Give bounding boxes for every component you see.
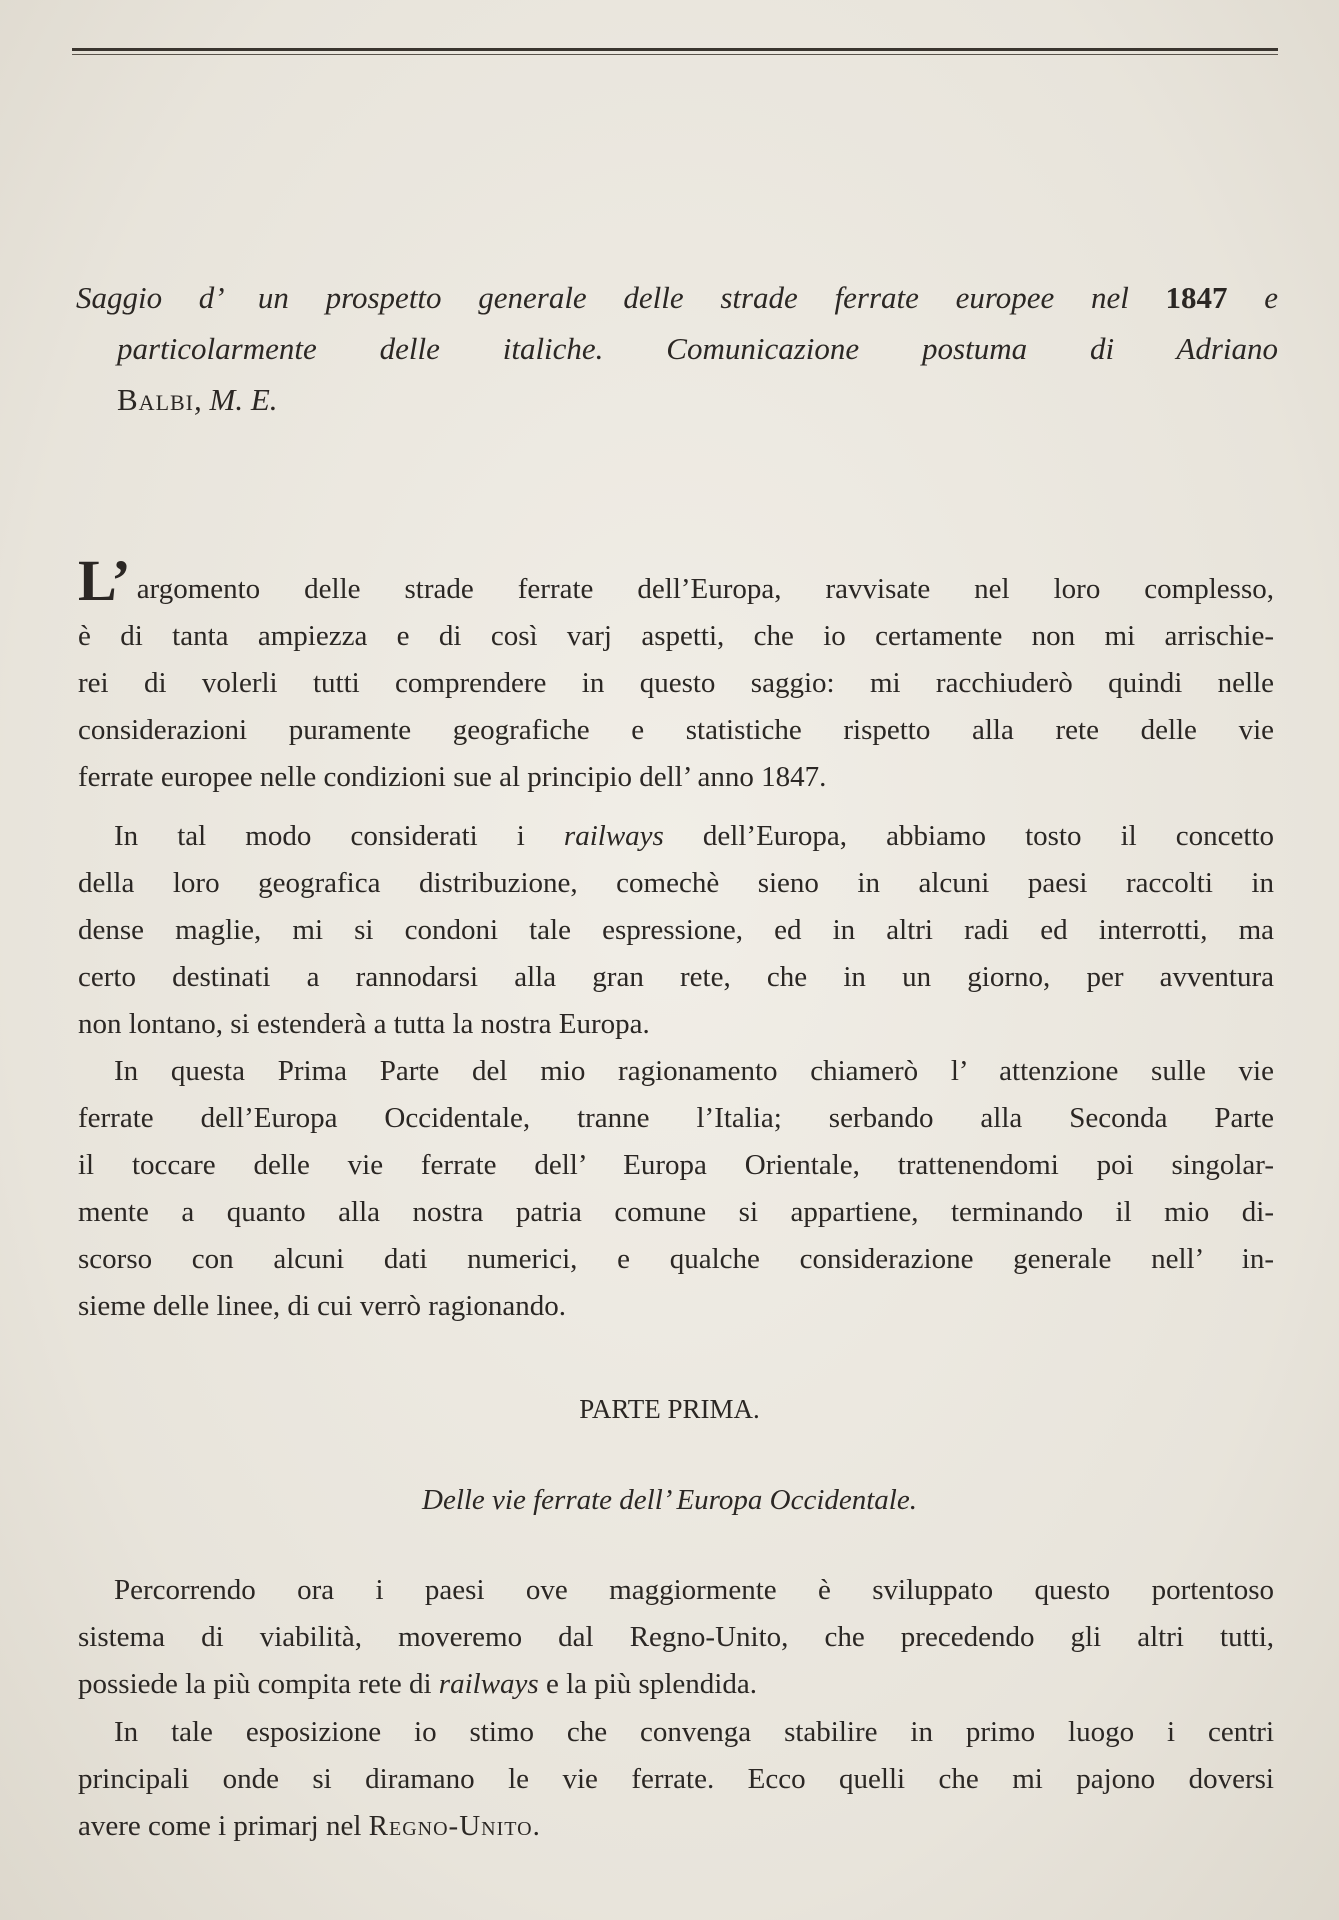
title-line-2: particolarmente delle italiche. Comunicazione postuma di Adriano (117, 331, 1278, 366)
section-subheading: Delle vie ferrate dell’ Europa Occidentale. (422, 1484, 917, 1516)
para5-line-3 (78, 1803, 1274, 1850)
intro-line-4: considerazioni puramente geografiche e statistiche rispetto alla rete delle vie (78, 714, 1274, 746)
title-line-1-end: e (1264, 280, 1279, 315)
drop-cap: L’ (78, 548, 131, 613)
para3-line-5: scorso con alcuni dati numerici, e qualche considerazione generale nell’ in- (78, 1243, 1274, 1275)
title-line-1-text: Saggio d’ un prospetto generale delle strade ferrate europee nel (76, 280, 1129, 315)
para4-line-1: Percorrendo ora i paesi ove maggiormente è sviluppato questo portentoso (114, 1574, 1274, 1606)
para3-line-4: mente a quanto alla nostra patria comune si appartiene, terminando il mio di- (78, 1196, 1274, 1228)
author-suffix: , M. E. (194, 382, 278, 417)
para5-line-3-pre: avere come i primarj nel (78, 1810, 362, 1842)
para2-line-1-pre: In tal modo considerati i (114, 820, 525, 852)
para2-line-4: certo destinati a rannodarsi alla gran rete, che in un giorno, per avventura (78, 961, 1274, 993)
para5-line-2: principali onde si diramano le vie ferrate. Ecco quelli che mi pajono doversi (78, 1763, 1274, 1795)
paragraph-2 (78, 813, 1274, 1048)
para4-line-3-pre: possiede la più compita rete di (78, 1668, 432, 1700)
para3-line-2: ferrate dell’Europa Occidentale, tranne l’Italia; serbando alla Seconda Parte (78, 1102, 1274, 1134)
header-double-rule (72, 48, 1278, 58)
para3-line-1: In questa Prima Parte del mio ragionamento chiamerò l’ attenzione sulle vie (114, 1055, 1274, 1087)
intro-line-5: ferrate europee nelle condizioni sue al principio dell’ anno 1847. (78, 761, 827, 793)
intro-line-1 (78, 548, 1274, 613)
para2-line-3: dense maglie, mi si condoni tale espressione, ed in altri radi ed interrotti, ma (78, 914, 1274, 946)
section-heading: PARTE PRIMA. (579, 1394, 760, 1424)
title-line-1 (76, 272, 1278, 323)
paragraph-3 (78, 1048, 1274, 1330)
intro-paragraph (78, 548, 1274, 801)
header-rule-thick (72, 48, 1278, 51)
para2-line-2: della loro geografica distribuzione, comechè sieno in alcuni paesi raccolti in (78, 867, 1274, 899)
article-title (76, 272, 1278, 425)
intro-line-3: rei di volerli tutti comprendere in questo saggio: mi racchiuderò quindi nelle (78, 667, 1274, 699)
para5-regno-unito: Regno-Unito. (368, 1810, 541, 1842)
para2-line-5: non lontano, si estenderà a tutta la nostra Europa. (78, 1008, 650, 1040)
para4-line-3-post: e la più splendida. (545, 1668, 757, 1700)
para3-line-6: sieme delle linee, di cui verrò ragionando. (78, 1290, 566, 1322)
para3-line-3: il toccare delle vie ferrate dell’ Europa Orientale, trattenendomi poi singolar- (78, 1149, 1274, 1181)
intro-line-2: è di tanta ampiezza e di così varj aspetti, che io certamente non mi arrischie- (78, 620, 1274, 652)
para2-italic-railways: railways (563, 820, 664, 852)
para4-line-2: sistema di viabilità, moveremo dal Regno-Unito, che precedendo gli altri tutti, (78, 1621, 1274, 1653)
para5-line-1: In tale esposizione io stimo che convenga stabilire in primo luogo i centri (114, 1716, 1274, 1748)
paragraph-5 (78, 1709, 1274, 1850)
title-year: 1847 (1165, 280, 1228, 315)
intro-line-1-text: argomento delle strade ferrate dell’Europa, ravvisate nel loro complesso, (136, 573, 1274, 605)
para2-line-1-post: dell’Europa, abbiamo tosto il concetto (702, 820, 1274, 852)
para2-line-1 (78, 813, 1274, 860)
author-surname: Balbi (117, 382, 195, 417)
para4-italic-railways: railways (438, 1668, 539, 1700)
paragraph-4 (78, 1567, 1274, 1708)
title-line-3 (76, 374, 1278, 425)
header-rule-thin (72, 54, 1278, 55)
para4-line-3 (78, 1661, 1274, 1708)
